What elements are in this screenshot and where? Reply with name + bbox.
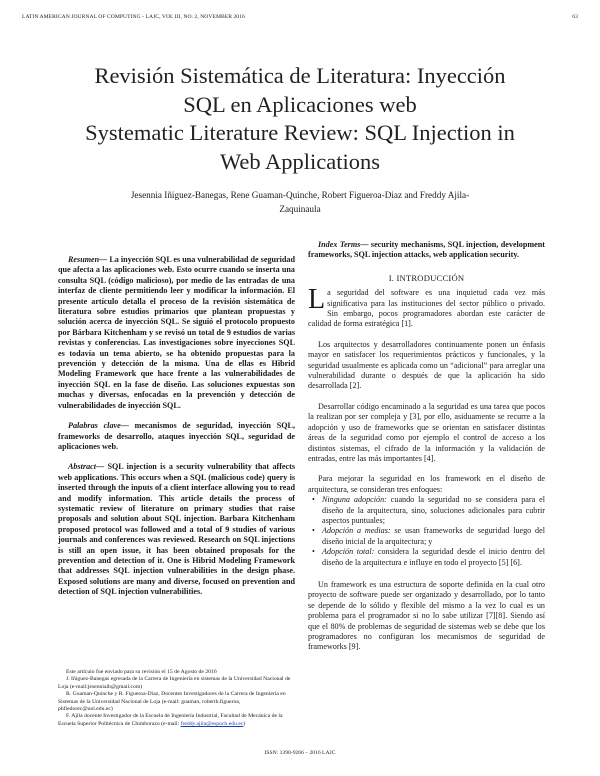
abstract-paragraph (58, 462, 295, 597)
footnote-author1: J. Iñiguez-Banegas egresada de la Carrera de Ingeniería en sistemas de la Universidad Nacional de Loja (e-mail:jesenniaib@gmail.com) (58, 676, 291, 690)
authors-line1: Jesennia Iñiguez-Banegas, Rene Guaman-Quinche, Robert Figueroa-Diaz and Freddy Ajila- (130, 190, 470, 200)
right-column (308, 240, 545, 653)
approach-list (308, 495, 545, 568)
palabras-clave-label: Palabras clave— (68, 421, 129, 431)
running-head (22, 14, 578, 20)
approach-term: Adopción total: (322, 547, 375, 557)
approach-item-total (322, 547, 545, 568)
resumen-text: La inyección SQL es una vulnerabilidad de seguridad que afecta a las aplicaciones web. Esto ocurre cuando se inserta una consulta SQL (código malicioso), por medio de las entradas de una interfaz de cliente permitiendo leer y modificar la información. El presente artículo detalla el proceso de la revisión sistemática de literatura sobre estudios primarios que plantean propuestas y solución acerca de inyección SQL. Se siguió el protocolo propuesto por Bárbara Kitchenham y se revisó un total de 9 estudios de varias revistas y conferencias. Las investigaciones sobre inyecciones SQL es todavía un tema abierto, se ha obtenido propuestas para la prevención y detección de la misma. Una de ellas es Hibrid Modeling Framework que hace frente a las vulnerabilidades de inyección SQL en la fase de diseño. Las soluciones expuestas son muchas y diversas, enfocadas en la prevención y detección de vulnerabilidades de inyección SQL. (58, 255, 295, 410)
journal-name: LATIN AMERICAN JOURNAL OF COMPUTING - LAJC, VOL III, NO. 2, NOVEMBER 2016 (22, 14, 245, 20)
footnote-received: Este artículo fue enviado para su revisión el 15 de Agosto de 2016 (66, 669, 217, 675)
approach-text: considera la seguridad desde el inicio dentro del diseño de la arquitectura e influye en todo el proyecto [5] [6]. (322, 547, 545, 567)
index-terms-label: Index Terms— (318, 240, 369, 249)
left-column (58, 255, 295, 598)
intro-paragraph-3: Desarrollar código encaminado a la seguridad es una tarea que pocos la realizan por ser compleja y [3], por ello, asiduamente se recurre a la adopción y uso de frameworks que se orientan en satisfacer distintas áreas de la seguridad como por ejemplo el control de acceso a los distintos sistemas, el cifrado de la información y la validación de entradas, entre las más importantes [4]. (308, 401, 545, 463)
footnote-author4-end: ) (243, 720, 246, 727)
footnote-author4 (58, 713, 295, 728)
abstract-text: SQL injection is a security vulnerability that affects web applications. This occurs when a SQL (malicious code) query is inserted through the inputs of a client interface allowing you to read and modify information. This article details the process of systematic review of literature on primary studies that raise proposals and solution about SQL injection. Barbara Kitchenham proposed protocol was followed and a total of 9 studies of various journals and conferences was reviewed. Research on SQL injections is still an open issue, it has been obtained proposals for the prevention and detection of it. One is Hibrid Modeling Framework that addresses SQL injection vulnerabilities in the design phase. Exposed solutions are many and diverse, focused on prevention and detection of SQL injection vulnerabilities. (58, 462, 295, 597)
title-es-line1: Revisión Sistemática de Literatura: Inyección (94, 63, 506, 88)
page-number: 63 (572, 14, 578, 20)
approach-text: cuando la seguridad no se considera para el diseño de la arquitectura, sino, soluciones adicionales para cubrir aspectos puntuales; (322, 495, 545, 525)
palabras-clave-text: mecanismos de seguridad, inyección SQL, frameworks de desarrollo, ataques inyección SQL, seguridad de aplicaciones web. (58, 421, 295, 451)
issn: ISSN: 1390-9266 – 2016 LAJC (264, 750, 336, 756)
approach-item-none (322, 495, 545, 526)
approach-term: Adopción a medias: (322, 526, 391, 536)
section-heading-introduccion: I. INTRODUCCIÓN (388, 272, 465, 283)
title-en-line1: Systematic Literature Review: SQL Injection in (85, 120, 515, 145)
footnote-authors23: R. Guaman-Quinche y R. Figueroa-Diaz, Docentes Investigadores de la Carrera de Ingeniería en Sistemas de la Universidad Nacional de Loja (e-mail: guaman, roberth.figueroa, phfiedorec@unl.edu.ec) (58, 691, 286, 713)
approach-text: se usan frameworks de seguridad luego del diseño inicial de la arquitectura; y (322, 526, 545, 546)
abstract-label: Abstract— (68, 462, 105, 472)
title-en-line2: Web Applications (219, 148, 381, 174)
approach-term: Ninguna adopción: (322, 495, 387, 505)
authors-line2: Zaquinaula (279, 203, 321, 214)
intro-paragraph-1: La seguridad del software es una inquietud cada vez más significativa para las instituciones del sector público o privado. Sin embargo, pocos programadores abordan este carácter de calidad de forma estratégica [1]. (308, 284, 545, 329)
paper-title (30, 62, 570, 176)
page-footer (0, 750, 600, 756)
resumen-paragraph (58, 255, 295, 411)
email-link[interactable]: freddy.ajila@espoch.edu.ec (180, 720, 244, 727)
intro-paragraph-2: Los arquitectos y desarrolladores continuamente ponen un énfasis mayor en satisfacer los requerimientos prácticos y funcionales, y la seguridad usualmente es aplicada como un “adicional” para arreglar una vulnerabilidad durante o después de que la aplicación ha sido desarrollada [2]. (308, 339, 545, 391)
approach-item-partial (322, 526, 545, 547)
index-terms-paragraph (308, 240, 545, 261)
index-terms-text: security mechanisms, SQL injection, development frameworks, SQL injection attacks, web application security. (308, 240, 545, 260)
intro-paragraph-5: Un framework es una estructura de soporte definida en la cual otro proyecto de software puede ser organizado y desarrollado, por lo tanto se depende de lo sólido y flexible del mismo a la vez lo cual es un problema para el programador si no lo sabe utilizar [7][8]. Siendo así que el 80% de problemas de seguridad de sistemas web se debe que los programadores no configuran los mecanismos de seguridad de frameworks [9]. (308, 579, 545, 652)
resumen-label: Resumen— (68, 255, 108, 264)
intro-paragraph-4: Para mejorar la seguridad en los framework en el diseño de arquitectura, se consideran tres enfoques: (308, 474, 545, 494)
title-es-line2: SQL en Aplicaciones web (183, 91, 417, 117)
footnotes (58, 669, 295, 728)
author-list (60, 189, 540, 216)
palabras-clave-paragraph (58, 421, 295, 452)
footnote-author4-text: F. Ajila docente Investigador de la Escuela de Ingeniería Industrial, Facultad de Mecánica de la Escuela Superior Politécnica de Chimborazo (e-mail: (58, 713, 283, 727)
